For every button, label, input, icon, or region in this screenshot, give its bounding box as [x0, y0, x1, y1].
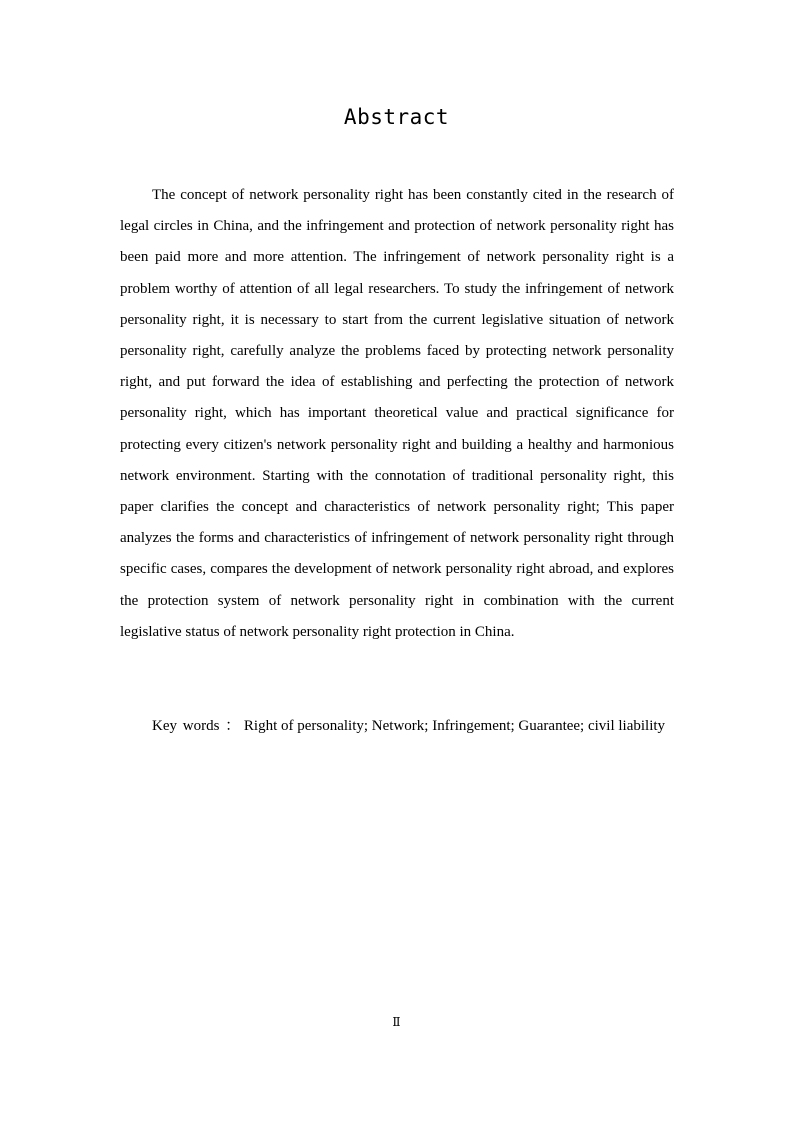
abstract-body: The concept of network personality right has been constantly cited in the research of legal circles in China, and the infringement and protection of network personality right has been paid more and more attention. The infringement of network personality right is a problem worthy of attention of all legal researchers. To study the infringement of network personality right, it is necessary to start from the current legislative situation of network personality right, carefully analyze the problems faced by protecting network personality right, and put forward the idea of establishing and perfecting the protection of network personality right, which has important theoretical value and practical significance for protecting every citizen's network personality right and building a healthy and harmonious network environment. Starting with the connotation of traditional personality right, this paper clarifies the concept and characteristics of network personality right; This paper analyzes the forms and characteristics of infringement of network personality right through specific cases, compares the development of network personality right abroad, and explores the protection system of network personality right in combination with the current legislative status of network personality right protection in China. [120, 187, 674, 640]
keywords-label: Key words ： [152, 718, 241, 734]
page-number: Ⅱ [392, 1015, 401, 1029]
abstract-title: Abstract [343, 105, 450, 129]
keywords-list: Right of personality; Network; Infringement; Guarantee; civil liability [243, 718, 666, 734]
keywords-paragraph [120, 711, 674, 742]
